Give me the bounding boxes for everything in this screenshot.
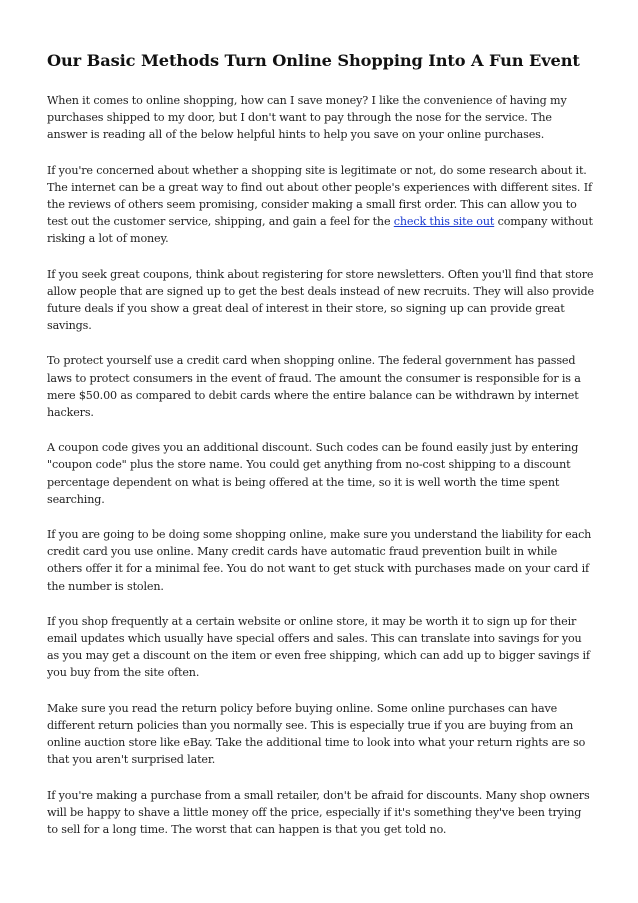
paragraph-2-text-before: If you're concerned about whether a shopping site is legitimate or not, do some research about it. The internet can be a great way to find out about other people's experiences with different sites. If the reviews of others seem promising, consider making a small first order. This can allow you to test out the customer service, shipping, and gain a feel for the [47,163,592,229]
paragraph-4: To protect yourself use a credit card when shopping online. The federal government has passed laws to protect consumers in the event of fraud. The amount the consumer is responsible for is a mere $50.00 as compared to debit cards where the entire balance can be withdrawn by internet hackers. [47,354,581,420]
paragraph-3: If you seek great coupons, think about registering for store newsletters. Often you'll find that store allow people that are signed up to get the best deals instead of new recruits. They will also provide future deals if you show a great deal of interest in their store, so signing up can provide great savings. [47,267,594,333]
paragraph-2-text-after: company without risking a lot of money. [47,215,593,246]
check-site-link[interactable]: check this site out [393,215,495,229]
paragraph-1: When it comes to online shopping, how can I save money? I like the convenience of having my purchases shipped to my door, but I don't want to pay through the nose for the service. The answer is reading all of the below helpful hints to help you save on your online purchases. [47,94,567,142]
paragraph-8: Make sure you read the return policy before buying online. Some online purchases can have different return policies than you normally see. This is especially true if you are buying from an online auction store like eBay. Take the additional time to look into what your return rights are so that you aren't surprised later. [47,701,586,767]
page-title: Our Basic Methods Turn Online Shopping Into A Fun Event [47,51,580,70]
document-page [47,50,595,856]
paragraph-6: If you are going to be doing some shopping online, make sure you understand the liability for each credit card you use online. Many credit cards have automatic fraud prevention built in while others offer it for a minimal fee. You do not want to get stuck with purchases made on your card if the number is stolen. [47,528,592,593]
paragraph-7: If you shop frequently at a certain website or online store, it may be worth it to sign up for their email updates which usually have special offers and sales. This can translate into savings for you as you may get a discount on the item or even free shipping, which can add up to bigger savings if you buy from the site often. [47,614,590,680]
paragraph-5: A coupon code gives you an additional discount. Such codes can be found easily just by entering "coupon code" plus the store name. You could get anything from no-cost shipping to a discount percentage dependent on what is being offered at the time, so it is well worth the time spent searching. [47,441,579,506]
paragraph-2 [47,162,595,248]
paragraph-9: If you're making a purchase from a small retailer, don't be afraid for discounts. Many shop owners will be happy to shave a little money off the price, especially if it's something they've been trying to sell for a long time. The worst that can happen is that you get told no. [47,788,590,836]
